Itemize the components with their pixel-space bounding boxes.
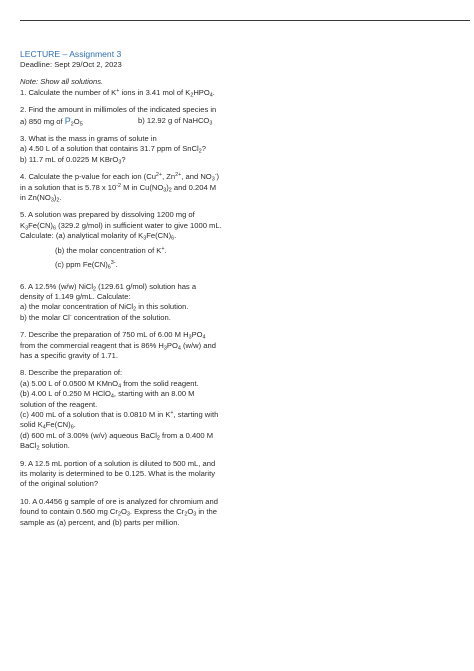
question-4: 4. Calculate the p-value for each ion ($Cu^{2+}$, $Zn^{2+}$, and $NO_3^-$) [20,172,220,183]
question-3a: a) 4.50 L of a solution that contains 31.7 ppm of SnCl$_2$? [20,144,206,155]
question-5c: (c) ppm $Fe(CN)_6^{3-}$. [55,260,118,271]
question-10-line2: found to contain 0.560 mg $Cr_2O_3$. Express the $Cr_2O_3$ in the [20,507,217,518]
question-9-line3: of the original solution? [20,479,99,489]
question-5-line2: $K_3Fe(CN)_6$ (329.2 g/mol) in sufficient water to give 1000 mL. [20,220,222,232]
question-7-line3: has a specific gravity of 1.71. [20,350,118,360]
assignment-document [20,49,460,528]
question-7: 7. Describe the preparation of 750 mL of 6.00 M $H_3PO_4$ [20,330,206,341]
question-8a: (a) 5.00 L of 0.0500 M KMnO$_4$ from the solid reagent. [20,378,199,390]
question-9: 9. A 12.5 mL portion of a solution is diluted to 500 mL, and [20,458,216,468]
question-8d-line2: BaCl$_2$ solution. [20,441,70,452]
question-7-line2: from the commercial reagent that is 86% $H_3PO_4$ (w/w) and [20,340,216,352]
question-5b: (b) the molar concentration of K+. [55,245,167,255]
question-8b: (b) 4.00 L of 0.250 M HClO$_4$, starting with an 8.00 M [20,389,195,400]
note: Note: Show all solutions. [20,77,104,87]
question-6: 6. A 12.5% (w/w) NiCl$_2$ (129.61 g/mol) solution has a [20,281,197,292]
question-2: 2. Find the amount in millimoles of the indicated species in [20,105,217,115]
question-4-line3: in $Zn(NO_3)_2$. [20,193,62,204]
assignment-title: LECTURE – Assignment 3 [20,49,122,59]
question-8d: (d) 600 mL of 3.00% (w/v) aqueous BaCl$_2$ from a 0.400 M [20,430,214,442]
question-8: 8. Describe the preparation of: [20,368,123,378]
question-6-line2: density of 1.149 g/mL. Calculate: [20,291,131,301]
question-5-line3: Calculate: (a) analytical molarity of $K_3Fe(CN)_6$. [20,231,177,242]
question-9-line2: its molarity is determined to be 0.125. What is the molarity [20,469,215,478]
question-6b: b) the molar Cl- concentration of the solution. [20,312,171,322]
question-8c-line2: solid $K_4Fe(CN)_6$. [20,420,76,431]
question-4-line2: in a solution that is 5.78 x $10^{-2}$ M in $Cu(NO_3)_2$ and 0.204 M [20,182,217,194]
deadline: Deadline: Sept 29/Oct 2, 2023 [20,60,122,69]
question-10-line3: sample as (a) percent, and (b) parts per million. [20,517,180,527]
question-2-parts: a) 850 mg of $P_2O_5$ b) 12.92 g of NaHCO$_3$ [20,115,213,128]
question-3: 3. What is the mass in grams of solute in [20,134,157,144]
question-8b-line2: solution of the reagent. [20,399,98,409]
question-10: 10. A 0.4456 g sample of ore is analyzed for chromium and [20,496,218,506]
question-3b: b) 11.7 mL of 0.0225 M KBrO$_3$? [20,154,126,166]
question-8c: (c) 400 mL of a solution that is 0.0810 M in K+, starting with [20,409,219,419]
header-rule [20,20,470,21]
question-1: 1. Calculate the number of K+ ions in 3.41 mol of $K_2HPO_4$. [20,87,215,99]
question-6a: a) the molar concentration of NiCl$_2$ in this solution. [20,302,189,313]
question-5: 5. A solution was prepared by dissolving 1200 mg of [20,210,195,220]
